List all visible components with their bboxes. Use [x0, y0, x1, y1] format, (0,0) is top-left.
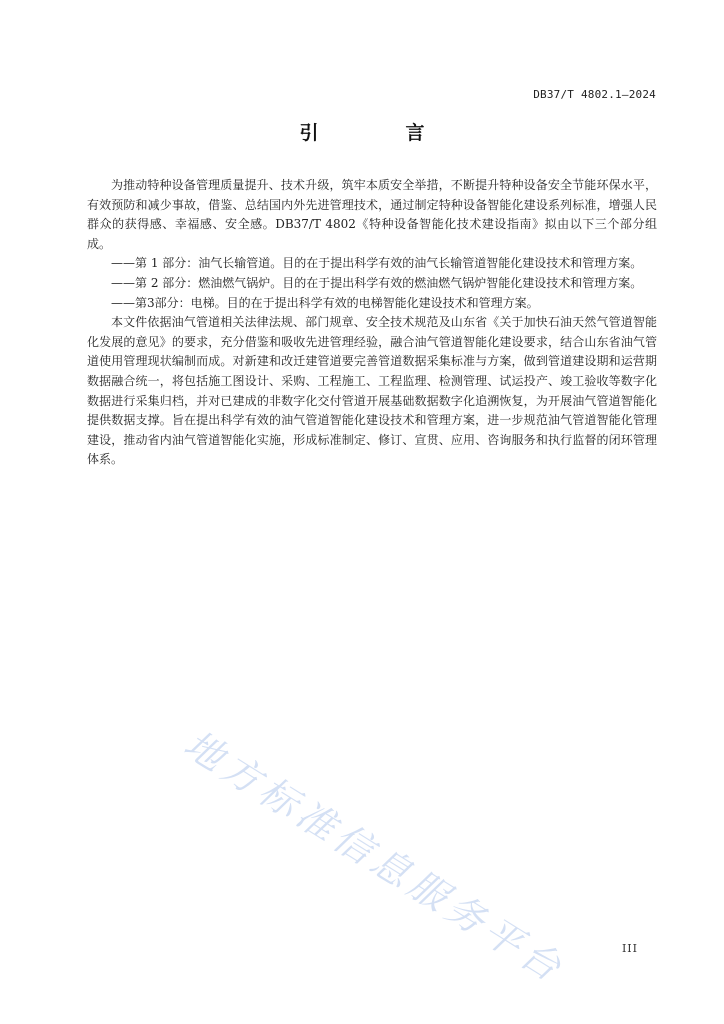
- document-code: DB37/T 4802.1—2024: [533, 88, 656, 101]
- part-list-item-2: ——第 2 部分：燃油燃气锅炉。目的在于提出科学有效的燃油燃气锅炉智能化建设技术和管理方案。: [111, 275, 643, 290]
- part-list-item-3: ——第3部分：电梯。目的在于提出科学有效的电梯智能化建设技术和管理方案。: [111, 295, 539, 310]
- basis-paragraph: 本文件依据油气管道相关法律法规、部门规章、安全技术规范及山东省《关于加快石油天然气管道智能化发展的意见》的要求，充分借鉴和吸收先进管理经验，融合油气管道智能化建设要求，结合山东省油气管道使用管理现状编制而成。对新建和改迁建管道要完善管道数据采集标准与方案，做到管道建设期和运营期数据融合统一，将包括施工图设计、采购、工程施工、工程监理、检测管理、试运投产、竣工验收等数字化数据进行采集归档，并对已建成的非数字化交付管道开展基础数据数字化追溯恢复，为开展油气管道智能化提供数据支撑。旨在提出科学有效的油气管道智能化建设技术和管理方案，进一步规范油气管道智能化管理建设，推动省内油气管道智能化实施，形成标准制定、修订、宣贯、应用、咨询服务和执行监督的闭环管理体系。: [87, 315, 657, 467]
- part-list-item-1: ——第 1 部分：油气长输管道。目的在于提出科学有效的油气长输管道智能化建设技术和管理方案。: [111, 256, 643, 271]
- document-body: [87, 176, 657, 470]
- page-title: 引 言: [299, 122, 459, 144]
- intro-paragraph: 为推动特种设备管理质量提升、技术升级，筑牢本质安全举措，不断提升特种设备安全节能环保水平，有效预防和减少事故，借鉴、总结国内外先进管理技术，通过制定特种设备智能化建设系列标准，增强人民群众的获得感、幸福感、安全感。DB37/T 4802《特种设备智能化技术建设指南》拟由以下三个部分组成。: [87, 178, 657, 251]
- watermark: 地方标准信息服务平台: [176, 721, 573, 993]
- page-number: III: [621, 942, 638, 955]
